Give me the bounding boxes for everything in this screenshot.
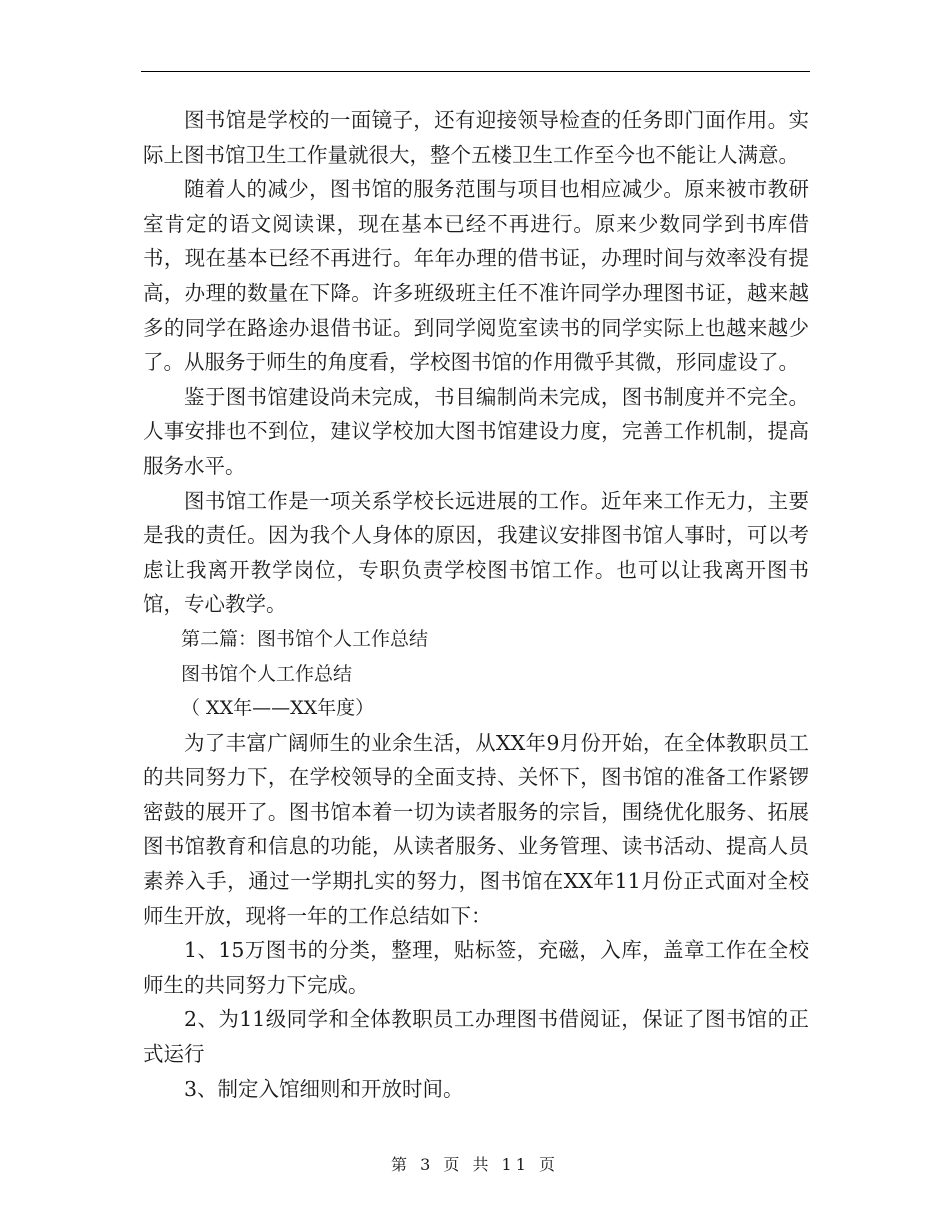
section-title: 图书馆个人工作总结 xyxy=(181,662,353,685)
paragraph-library-mirror: 图书馆是学校的一面镜子，还有迎接领导检查的任务即门面作用。实际上图书馆卫生工作量就很大，整个五楼卫生工作至今也不能让人满意。 xyxy=(143,108,809,167)
paragraph-personal-responsibility: 图书馆工作是一项关系学校长远进展的工作。近年来工作无力，主要是我的责任。因为我个人身体的原因，我建议安排图书馆人事时，可以考虑让我离开教学岗位，专职负责学校图书馆工作。也可以让我离开图书馆，专心教学。 xyxy=(143,488,809,617)
document-body xyxy=(143,103,809,1106)
list-item-1: 1、15万图书的分类，整理，贴标签，充磁，入库，盖章工作在全校师生的共同努力下完成。 xyxy=(143,938,809,997)
paragraph-service-decline: 随着人的减少，图书馆的服务范围与项目也相应减少。原来被市教研室肯定的语文阅读课，现在基本已经不再进行。原来少数同学到书库借书，现在基本已经不再进行。年年办理的借书证，办理时间与效率没有提高，办理的数量在下降。许多班级班主任不准许同学办理图书证，越来越多的同学在路途办退借书证。到同学阅览室读书的同学实际上也越来越少了。从服务于师生的角度看，学校图书馆的作用微乎其微，形同虚设了。 xyxy=(143,177,809,375)
paragraph-construction-suggestion: 鉴于图书馆建设尚未完成，书目编制尚未完成，图书制度并不完全。人事安排也不到位，建议学校加大图书馆建设力度，完善工作机制，提高服务水平。 xyxy=(143,384,809,478)
list-item-3: 3、制定入馆细则和开放时间。 xyxy=(184,1076,464,1101)
header-rule xyxy=(141,71,810,72)
section-year-range: （ XX年——XX年度） xyxy=(181,697,375,720)
paragraph-summary-intro: 为了丰富广阔师生的业余生活，从XX年9月份开始，在全体教职员工的共同努力下，在学校领导的全面支持、关怀下，图书馆的准备工作紧锣密鼓的展开了。图书馆本着一切为读者服务的宗旨，围绕优化服务、拓展图书馆教育和信息的功能，从读者服务、业务管理、读书活动、提高人员素养入手，通过一学期扎实的努力，图书馆在XX年11月份正式面对全校师生开放，现将一年的工作总结如下： xyxy=(143,730,809,928)
page-number-footer: 第 3 页 共 11 页 xyxy=(391,1155,559,1174)
list-item-2: 2、为11级同学和全体教职员工办理图书借阅证，保证了图书馆的正式运行 xyxy=(143,1007,809,1067)
section-heading: 第二篇：图书馆个人工作总结 xyxy=(181,627,429,650)
